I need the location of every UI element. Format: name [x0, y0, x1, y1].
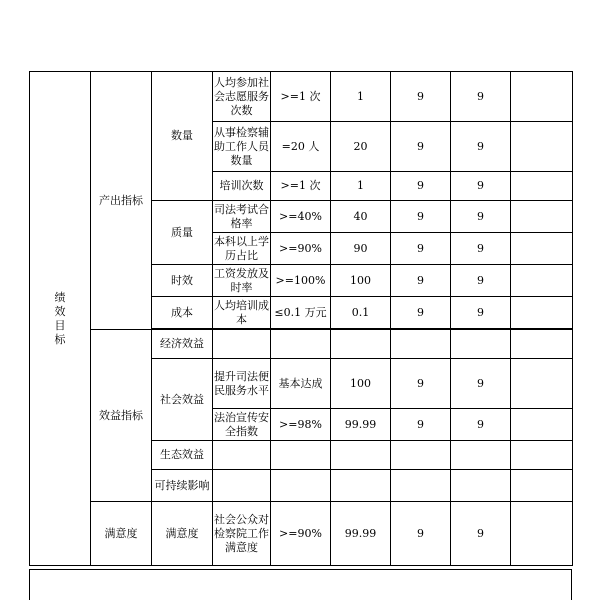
remark-cell	[511, 409, 573, 441]
social-label: 社会效益	[160, 392, 204, 406]
satisfaction-sub-label: 满意度	[165, 526, 199, 540]
ecological-cell	[152, 441, 213, 470]
score2-cell: 9	[451, 122, 511, 172]
score1-cell: 9	[391, 233, 451, 265]
satisfaction-label: 满意度	[104, 526, 138, 540]
score2-cell: 9	[451, 233, 511, 265]
target-cell: >=1 次	[271, 72, 331, 122]
cost-label: 成本	[171, 305, 193, 319]
score1-cell: 9	[391, 122, 451, 172]
remark-cell	[511, 72, 573, 122]
next-section-box	[29, 569, 572, 600]
target-cell: >=40%	[271, 201, 331, 233]
score1-cell: 9	[391, 502, 451, 566]
remark-cell	[511, 502, 573, 566]
value-cell: 100	[331, 265, 391, 297]
target-cell: 基本达成	[271, 359, 331, 409]
score2-cell: 9	[451, 172, 511, 201]
indicator-cell: 从事检察辅助工作人员数量	[213, 122, 271, 172]
target-cell: >=90%	[271, 502, 331, 566]
timeliness-label: 时效	[171, 273, 193, 287]
indicator-cell: 工资发放及时率	[213, 265, 271, 297]
score1-cell: 9	[391, 409, 451, 441]
social-cell	[152, 359, 213, 441]
output-label: 产出指标	[99, 193, 143, 207]
target-cell: >=98%	[271, 409, 331, 441]
value-cell: 90	[331, 233, 391, 265]
value-cell: 0.1	[331, 297, 391, 329]
economic-label: 经济效益	[160, 337, 204, 350]
ecological-label: 生态效益	[160, 448, 204, 461]
table-row	[30, 502, 573, 566]
remark-cell	[511, 122, 573, 172]
target-cell: =20 人	[271, 122, 331, 172]
score2-cell: 9	[451, 201, 511, 233]
target-cell: >=1 次	[271, 172, 331, 201]
value-cell: 40	[331, 201, 391, 233]
timeliness-cell	[152, 265, 213, 297]
score1-cell: 9	[391, 265, 451, 297]
quality-label: 质量	[171, 225, 193, 239]
level1-label: 绩效目标	[54, 290, 66, 346]
indicator-cell: 社会公众对检察院工作满意度	[213, 502, 271, 566]
target-cell: ≤0.1 万元	[271, 297, 331, 329]
remark-cell	[511, 265, 573, 297]
indicator-cell: 人均培训成本	[213, 297, 271, 329]
value-cell: 1	[331, 72, 391, 122]
indicator-cell: 司法考试合格率	[213, 201, 271, 233]
score1-cell: 9	[391, 359, 451, 409]
score2-cell: 9	[451, 502, 511, 566]
remark-cell	[511, 172, 573, 201]
value-cell: 1	[331, 172, 391, 201]
score2-cell: 9	[451, 265, 511, 297]
satisfaction-sub-cell	[152, 502, 213, 566]
benefit-label: 效益指标	[99, 408, 143, 422]
target-cell: >=100%	[271, 265, 331, 297]
sustainable-cell	[152, 470, 213, 502]
table-row	[30, 330, 573, 359]
remark-cell	[511, 233, 573, 265]
score1-cell: 9	[391, 201, 451, 233]
value-cell: 20	[331, 122, 391, 172]
indicator-cell: 本科以上学历占比	[213, 233, 271, 265]
value-cell: 99.99	[331, 502, 391, 566]
performance-table	[29, 71, 573, 566]
quantity-label: 数量	[171, 129, 193, 142]
output-cell	[91, 72, 152, 330]
score2-cell: 9	[451, 359, 511, 409]
value-cell: 100	[331, 359, 391, 409]
sustainable-label: 可持续影响	[154, 478, 210, 492]
score2-cell: 9	[451, 72, 511, 122]
remark-cell	[511, 297, 573, 329]
quantity-cell	[152, 72, 213, 201]
satisfaction-cell	[91, 502, 152, 566]
quality-cell	[152, 201, 213, 265]
score1-cell: 9	[391, 297, 451, 329]
score1-cell: 9	[391, 172, 451, 201]
remark-cell	[511, 359, 573, 409]
target-cell: >=90%	[271, 233, 331, 265]
economic-cell	[152, 330, 213, 359]
score1-cell: 9	[391, 72, 451, 122]
benefit-cell	[91, 330, 152, 502]
value-cell: 99.99	[331, 409, 391, 441]
remark-cell	[511, 201, 573, 233]
indicator-cell: 提升司法便民服务水平	[213, 359, 271, 409]
score2-cell: 9	[451, 297, 511, 329]
cost-cell	[152, 297, 213, 329]
indicator-cell: 人均参加社会志愿服务次数	[213, 72, 271, 122]
indicator-cell: 培训次数	[213, 172, 271, 201]
table-row	[30, 72, 573, 122]
indicator-cell: 法治宣传安全指数	[213, 409, 271, 441]
score2-cell: 9	[451, 409, 511, 441]
level1-cell	[30, 72, 91, 566]
